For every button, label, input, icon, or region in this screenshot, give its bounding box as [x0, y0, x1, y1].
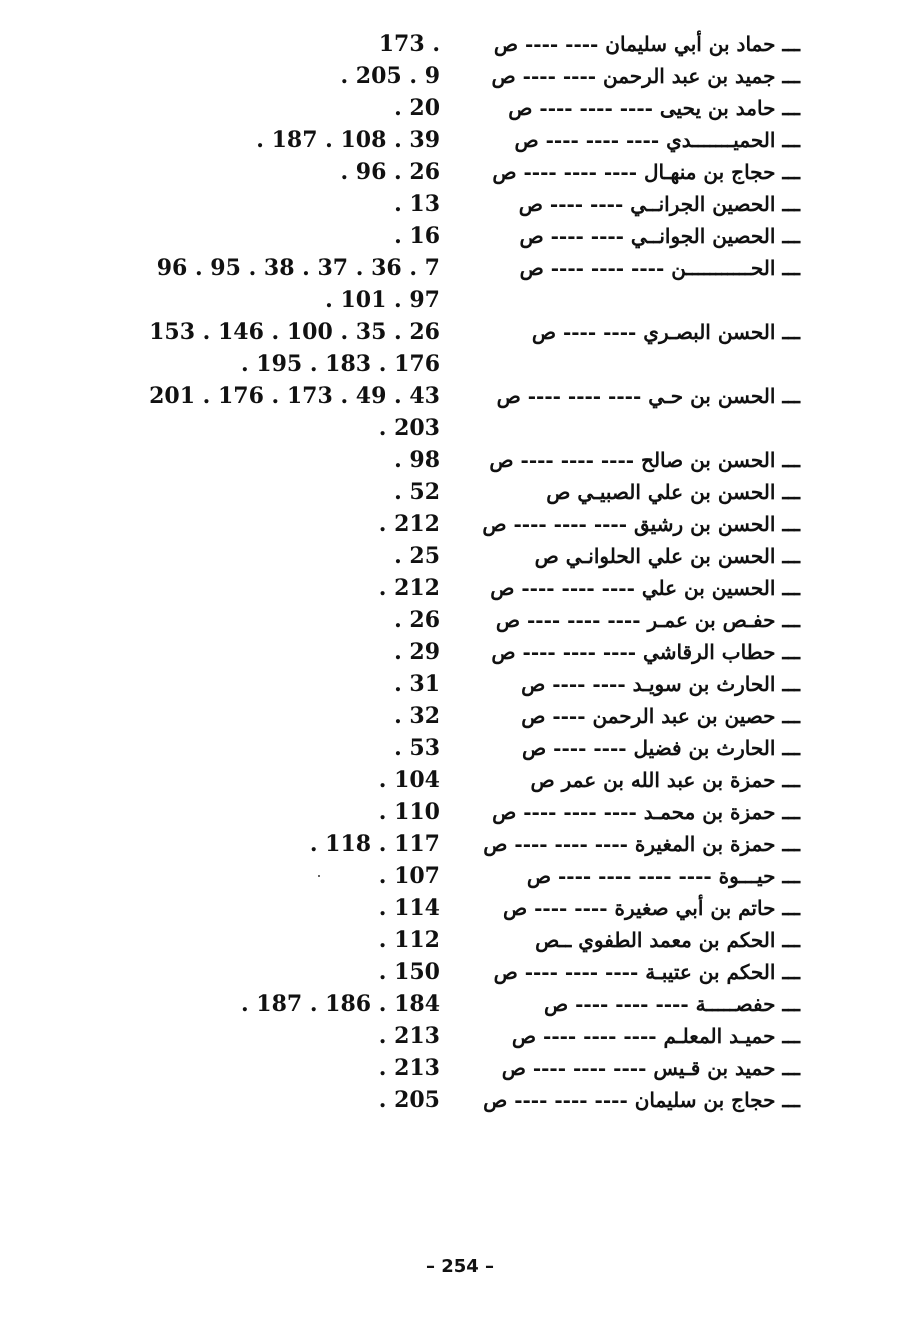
entry-page-numbers: . 213: [378, 1023, 440, 1049]
entry-line: [100, 124, 800, 156]
entry-name: ـــ الحكم بن عتيبـة ---- ---- ---- ص: [493, 960, 800, 984]
index-entry: [100, 924, 800, 956]
index-entry: [100, 252, 800, 316]
entry-name: ـــ الحصين الجوانــي ---- ---- ص: [519, 224, 800, 248]
entry-name: ـــ الحصين الجرانــي ---- ---- ص: [518, 192, 800, 216]
entry-page-numbers: . 114: [378, 895, 440, 921]
entry-line: [100, 60, 800, 92]
entry-line: [100, 572, 800, 604]
entry-line: [100, 444, 800, 476]
entry-line: [100, 796, 800, 828]
entry-page-numbers: . 26: [394, 607, 440, 633]
entry-name: ـــ الحسن بن علي الحلوانـي ص: [534, 544, 800, 568]
entry-page-numbers: . 187 . 186 . 184: [240, 991, 440, 1017]
entry-line: [100, 156, 800, 188]
entry-name: ـــ الحسن بن صالح ---- ---- ---- ص: [489, 448, 800, 472]
entry-page-numbers: . 52: [394, 479, 440, 505]
entry-page-numbers: . 118 . 117: [309, 831, 440, 857]
entry-name: ـــ حطاب الرقاشي ---- ---- ---- ص: [491, 640, 800, 664]
entry-line: [100, 316, 800, 348]
entry-page-numbers: 96 . 95 . 38 . 37 . 36 . 7: [156, 255, 440, 281]
index-entry: [100, 508, 800, 540]
entry-name: ـــ الحسن بن حـي ---- ---- ---- ص: [496, 384, 800, 408]
entry-page-numbers: . 213: [378, 1055, 440, 1081]
entry-line: [100, 220, 800, 252]
entry-name: ـــ حفـص بن عمـر ---- ---- ---- ص: [495, 608, 800, 632]
index-entry: [100, 1084, 800, 1116]
index-entry: [100, 540, 800, 572]
entry-line: [100, 828, 800, 860]
entry-page-numbers: . 32: [394, 703, 440, 729]
entry-line: [100, 1084, 800, 1116]
entry-line: [100, 604, 800, 636]
index-entry: [100, 380, 800, 444]
entry-page-numbers: . 205 . 9: [340, 63, 440, 89]
index-entry: [100, 156, 800, 188]
entry-line: [100, 28, 800, 60]
entry-page-numbers: . 187 . 108 . 39: [256, 127, 440, 153]
index-entry: [100, 764, 800, 796]
entry-line: [100, 924, 800, 956]
entry-page-numbers: . 16: [394, 223, 440, 249]
entry-page-numbers: . 25: [394, 543, 440, 569]
entry-name: ـــ الحكم بن معمد الطفوي ــص: [535, 928, 800, 952]
entry-name: ـــ حجاج بن سليمان ---- ---- ---- ص: [483, 1088, 800, 1112]
entry-name: ـــ الحميـــــــدي ---- ---- ---- ص: [514, 128, 800, 152]
entry-line: [100, 188, 800, 220]
entry-page-numbers: . 150: [378, 959, 440, 985]
stray-dot: [318, 875, 320, 877]
index-entry: [100, 1020, 800, 1052]
entry-name: ـــ حيـــوة ---- ---- ---- ---- ص: [526, 864, 800, 888]
index-entry: [100, 1052, 800, 1084]
entry-continuation-line: [100, 284, 800, 316]
entry-line: [100, 92, 800, 124]
entry-page-numbers: 153 . 146 . 100 . 35 . 26: [149, 319, 440, 345]
entry-line: [100, 476, 800, 508]
entry-name: ـــ الحسن بن رشيق ---- ---- ---- ص: [482, 512, 800, 536]
entry-page-numbers: 201 . 176 . 173 . 49 . 43: [149, 383, 440, 409]
entry-name: ـــ حميد بن قـيس ---- ---- ---- ص: [501, 1056, 800, 1080]
index-entry: [100, 316, 800, 380]
index-entry: [100, 220, 800, 252]
entry-page-numbers-continued: . 195 . 183 . 176: [240, 351, 440, 377]
entry-page-numbers: . 205: [378, 1087, 440, 1113]
entry-page-numbers: . 104: [378, 767, 440, 793]
entry-name: ـــ حماد بن أبي سليمان ---- ---- ص: [493, 32, 800, 56]
entry-name: ـــ حمزة بن عبد الله بن عمر ص: [530, 768, 800, 792]
entry-name: ـــ الحسن البصـري ---- ---- ص: [531, 320, 800, 344]
index-entry: [100, 636, 800, 668]
entry-line: [100, 988, 800, 1020]
entry-line: [100, 700, 800, 732]
entry-name: ـــ حميـد المعلـم ---- ---- ---- ص: [511, 1024, 800, 1048]
index-entry: [100, 604, 800, 636]
entry-name: ـــ جميد بن عبد الرحمن ---- ---- ص: [491, 64, 800, 88]
entry-name: ـــ الحسين بن علي ---- ---- ---- ص: [490, 576, 800, 600]
entry-line: [100, 636, 800, 668]
entry-line: [100, 860, 800, 892]
index-entry: [100, 60, 800, 92]
index-entry: [100, 828, 800, 860]
entry-page-numbers: . 96 . 26: [340, 159, 440, 185]
entry-line: [100, 252, 800, 284]
index-entry: [100, 988, 800, 1020]
entry-page-numbers: . 20: [394, 95, 440, 121]
entry-page-numbers-continued: . 101 . 97: [325, 287, 440, 313]
index-entry: [100, 444, 800, 476]
entry-page-numbers: . 212: [378, 511, 440, 537]
entry-line: [100, 892, 800, 924]
index-entry: [100, 476, 800, 508]
entry-name: ـــ حمزة بن المغيرة ---- ---- ---- ص: [483, 832, 800, 856]
entry-page-numbers: . 107: [378, 863, 440, 889]
index-entry: [100, 700, 800, 732]
entry-name: ـــ حفصـــــة ---- ---- ---- ص: [543, 992, 800, 1016]
entry-name: ـــ الحسن بن علي الصبيـي ص: [546, 480, 800, 504]
entry-page-numbers: 173 .: [378, 31, 440, 57]
index-entry: [100, 892, 800, 924]
index-entry: [100, 124, 800, 156]
entry-name: ـــ الحارث بن فضيل ---- ---- ص: [522, 736, 800, 760]
entry-line: [100, 540, 800, 572]
entry-continuation-line: [100, 348, 800, 380]
entry-page-numbers: . 112: [378, 927, 440, 953]
index-entry: [100, 572, 800, 604]
entry-name: ـــ حصين بن عبد الرحمن ---- ص: [521, 704, 800, 728]
index-entry: [100, 668, 800, 700]
entry-page-numbers: . 31: [394, 671, 440, 697]
entry-page-numbers: . 29: [394, 639, 440, 665]
entry-line: [100, 764, 800, 796]
entry-continuation-line: [100, 412, 800, 444]
index-entry: [100, 28, 800, 60]
entry-name: ـــ الحارث بن سويـد ---- ---- ص: [521, 672, 800, 696]
entry-page-numbers: . 53: [394, 735, 440, 761]
entry-line: [100, 1020, 800, 1052]
entry-name: ـــ الحـــــــــــن ---- ---- ---- ص: [519, 256, 800, 280]
entry-page-numbers: . 13: [394, 191, 440, 217]
entry-line: [100, 380, 800, 412]
index-entry: [100, 188, 800, 220]
entry-name: ـــ حاتم بن أبي صغيرة ---- ---- ص: [502, 896, 800, 920]
entry-line: [100, 508, 800, 540]
index-entry: [100, 860, 800, 892]
entry-line: [100, 732, 800, 764]
entry-name: ـــ حجاج بن منهـال ---- ---- ---- ص: [492, 160, 800, 184]
index-entry: [100, 796, 800, 828]
index-entries: [100, 28, 800, 1116]
page-number: – 254 –: [425, 1256, 495, 1277]
entry-line: [100, 956, 800, 988]
entry-line: [100, 1052, 800, 1084]
entry-name: ـــ حمزة بن محمـد ---- ---- ---- ص: [492, 800, 800, 824]
index-entry: [100, 92, 800, 124]
entry-page-numbers: . 212: [378, 575, 440, 601]
index-entry: [100, 732, 800, 764]
entry-page-numbers-continued: . 203: [378, 415, 440, 441]
index-entry: [100, 956, 800, 988]
entry-page-numbers: . 98: [394, 447, 440, 473]
entry-name: ـــ حامد بن يحيى ---- ---- ---- ص: [508, 96, 800, 120]
entry-line: [100, 668, 800, 700]
entry-page-numbers: . 110: [378, 799, 440, 825]
